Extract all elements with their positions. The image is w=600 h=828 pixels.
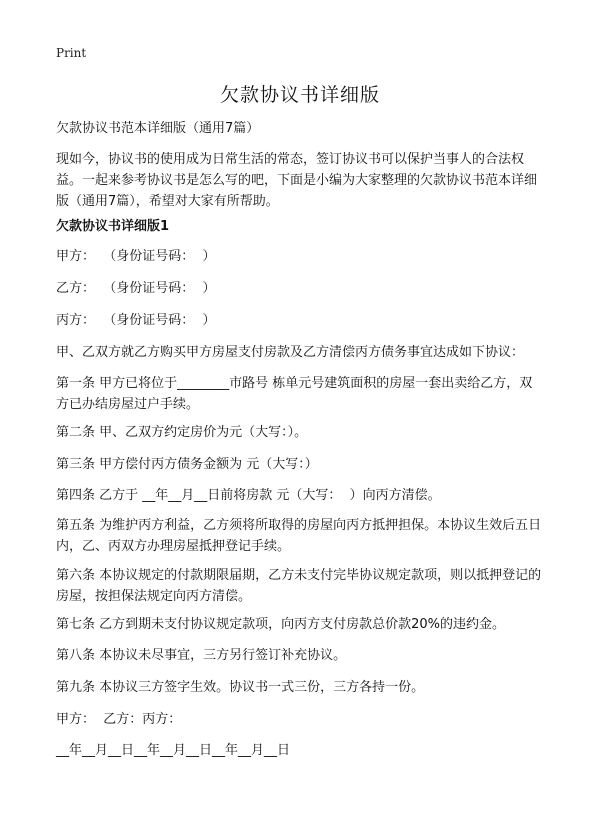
article-6: 第六条 本协议规定的付款期限届期，乙方未支付完毕协议规定款项，则以抵押登记的房屋，按担保法规定向丙方清偿。 [56,568,542,604]
print-link[interactable]: Print [56,46,87,60]
party-a-line: 甲方： （身份证号码： ） [56,249,216,264]
document-title: 欠款协议书详细版 [219,84,380,106]
preamble-paragraph: 甲、乙双方就乙方购买甲方房屋支付房款及乙方清偿丙方债务事宜达成如下协议： [56,345,525,360]
article-2: 第二条 甲、乙双方约定房价为元（大写：）。 [56,425,308,440]
intro-paragraph: 现如今，协议书的使用成为日常生活的常态，签订协议书可以保护当事人的合法权益。一起来参考协议书是怎么写的吧，下面是小编为大家整理的欠款协议书范本详细版（通用7篇），希望对大家有所帮助。 [56,152,538,209]
party-b-line: 乙方： （身份证号码： ） [56,281,216,296]
article-3: 第三条 甲方偿付丙方债务金额为 元（大写：） [56,457,318,472]
article-9: 第九条 本协议三方签字生效。协议书一式三份，三方各持一份。 [56,680,425,695]
article-5: 第五条 为维护丙方利益，乙方须将所取得的房屋向丙方抵押担保。本协议生效后五日内，乙、丙双方办理房屋抵押登记手续。 [56,518,542,554]
article-7: 第七条 乙方到期未支付协议规定款项，向丙方支付房款总价款20%的违约金。 [56,617,506,632]
article-1: 第一条 甲方已将位于________市路号 栋单元号建筑面积的房屋一套出卖给乙方，双方已办结房屋过户手续。 [56,376,533,412]
party-c-line: 丙方： （身份证号码： ） [56,313,216,328]
date-line: __年__月__日__年__月__日__年__月__日 [56,743,291,758]
section-heading: 欠款协议书详细版1 [56,219,170,234]
document-subtitle: 欠款协议书范本详细版（通用7篇） [56,121,260,136]
signature-line: 甲方： 乙方：丙方： [56,712,182,727]
article-4: 第四条 乙方于 __年__月__日前将房款 元（大写： ）向丙方清偿。 [56,488,441,503]
article-8: 第八条 本协议未尽事宜，三方另行签订补充协议。 [56,648,347,663]
